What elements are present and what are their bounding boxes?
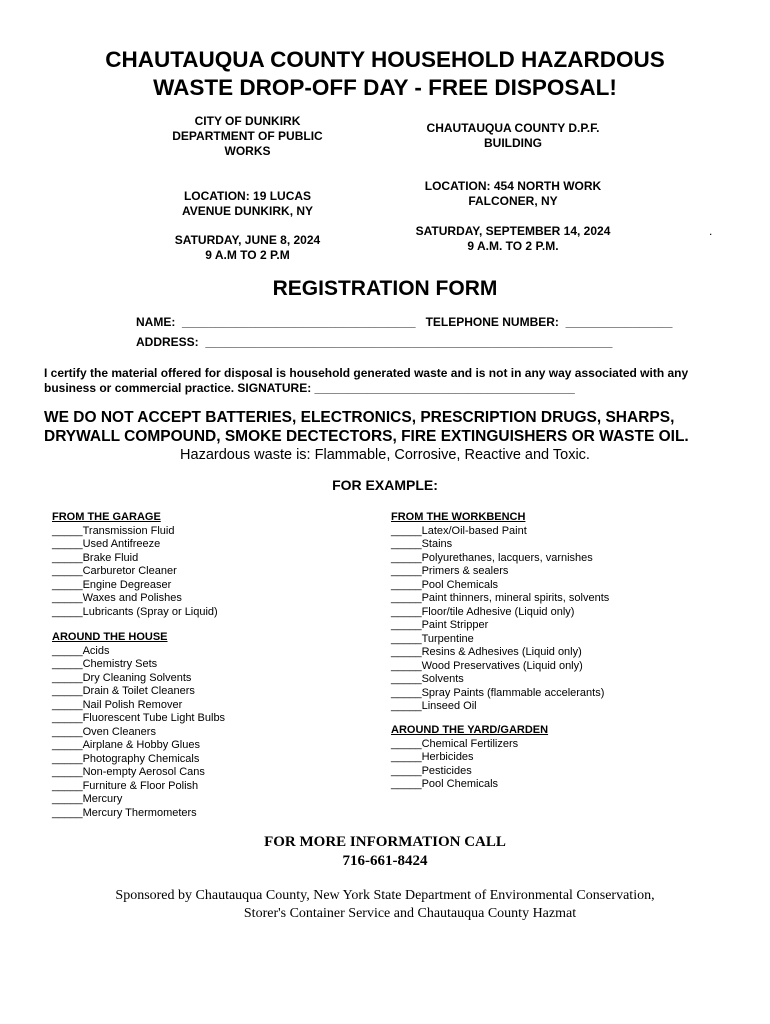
left-site-date-line: 9 A.M TO 2 P.M (205, 248, 290, 262)
left-site-name-line: WORKS (224, 144, 271, 158)
for-example-heading: FOR EXAMPLE: (332, 477, 438, 493)
checklist-item[interactable]: _____Used Antifreeze (52, 538, 161, 550)
checklist-item[interactable]: _____Photography Chemicals (52, 752, 200, 765)
workbench-list-header: FROM THE WORKBENCH (391, 511, 526, 523)
checklist-item[interactable]: _____Pool Chemicals (391, 578, 499, 591)
checklist-item[interactable]: _____Nail Polish Remover (52, 698, 183, 711)
checklist-item[interactable]: _____Oven Cleaners (52, 725, 156, 738)
house-list (52, 631, 225, 820)
right-site-name (398, 121, 628, 151)
checklist-item[interactable]: _____Pesticides (391, 764, 472, 777)
sponsor-line: Sponsored by Chautauqua County, New York State Department of Environmental Conservation, (115, 888, 655, 903)
page-title (0, 46, 770, 102)
checklist-item[interactable]: _____Transmission Fluid (52, 524, 175, 537)
address-field[interactable]: ADDRESS: _____________________________________________________________ (136, 335, 613, 349)
name-phone-field[interactable]: NAME: ___________________________________ TELEPHONE NUMBER: ________________ (136, 315, 673, 329)
garage-list (52, 511, 218, 619)
more-info-text: FOR MORE INFORMATION CALL (264, 834, 506, 850)
checklist-item[interactable]: _____Brake Fluid (52, 551, 139, 564)
checklist-item[interactable]: _____Lubricants (Spray or Liquid) (52, 605, 218, 618)
checklist-item[interactable]: _____Solvents (391, 673, 464, 685)
right-site-location-line: FALCONER, NY (468, 194, 558, 208)
left-site-location-line: LOCATION: 19 LUCAS (183, 189, 312, 203)
left-site-name-line: CITY OF DUNKIRK (194, 114, 301, 128)
title-line-1: CHAUTAUQUA COUNTY HOUSEHOLD HAZARDOUS (105, 47, 665, 72)
checklist-item[interactable]: _____Resins & Adhesives (Liquid only) (391, 646, 582, 658)
checklist-item[interactable]: _____Chemistry Sets (52, 658, 158, 670)
checklist-item[interactable]: _____Polyurethanes, lacquers, varnishes (391, 551, 593, 564)
checklist-item[interactable]: _____Primers & sealers (391, 565, 509, 577)
certification-statement (44, 366, 744, 396)
hazard-definition: Hazardous waste is: Flammable, Corrosive, Reactive and Toxic. (180, 447, 590, 463)
stray-dot: . (709, 224, 713, 238)
checklist-item[interactable]: _____Dry Cleaning Solvents (52, 671, 192, 684)
checklist-item[interactable]: _____Mercury Thermometers (52, 806, 197, 819)
checklist-item[interactable]: _____Pool Chemicals (391, 778, 499, 790)
garage-list-header: FROM THE GARAGE (52, 511, 161, 523)
checklist-item[interactable]: _____Floor/tile Adhesive (Liquid only) (391, 605, 575, 618)
title-line-2: WASTE DROP-OFF DAY - FREE DISPOSAL! (153, 75, 617, 100)
checklist-item[interactable]: _____Fluorescent Tube Light Bulbs (52, 712, 226, 724)
checklist-item[interactable]: _____Linseed Oil (391, 700, 477, 712)
checklist-item[interactable]: _____Furniture & Floor Polish (52, 779, 199, 792)
right-site-date (398, 224, 628, 254)
workbench-list (391, 511, 609, 714)
warning-line: WE DO NOT ACCEPT BATTERIES, ELECTRONICS, PRESCRIPTION DRUGS, SHARPS, (44, 409, 675, 426)
checklist-item[interactable]: _____Herbicides (391, 751, 474, 763)
checklist-item[interactable]: _____Carburetor Cleaner (52, 565, 177, 577)
yard-list (391, 724, 548, 792)
checklist-item[interactable]: _____Non-empty Aerosol Cans (52, 766, 205, 778)
left-site-date (150, 233, 345, 263)
checklist-item[interactable]: _____Drain & Toilet Cleaners (52, 685, 195, 697)
certify-line: I certify the material offered for disposal is household generated waste and is not in any way associated with any (44, 366, 689, 380)
checklist-item[interactable]: _____Waxes and Polishes (52, 592, 182, 604)
checklist-item[interactable]: _____Stains (391, 538, 453, 550)
signature-field[interactable]: business or commercial practice. SIGNATURE: _______________________________________ (44, 381, 575, 395)
checklist-item[interactable]: _____Spray Paints (flammable accelerants) (391, 686, 605, 699)
checklist-item[interactable]: _____Engine Degreaser (52, 578, 172, 591)
right-site-date-line: 9 A.M. TO 2 P.M. (467, 239, 559, 253)
sponsor-statement (0, 887, 770, 923)
yard-list-header: AROUND THE YARD/GARDEN (391, 724, 549, 736)
right-site-location (398, 179, 628, 209)
left-site-location (150, 189, 345, 219)
more-info (0, 833, 770, 871)
left-site-name (150, 114, 345, 159)
checklist-item[interactable]: _____Mercury (52, 793, 123, 805)
right-site-name-line: CHAUTAUQUA COUNTY D.P.F. (426, 121, 600, 135)
checklist-item[interactable]: _____Acids (52, 644, 110, 657)
left-site-location-line: AVENUE DUNKIRK, NY (181, 204, 314, 218)
checklist-item[interactable]: _____Airplane & Hobby Glues (52, 739, 200, 751)
warning-line: DRYWALL COMPOUND, SMOKE DECTECTORS, FIRE EXTINGUISHERS OR WASTE OIL. (44, 428, 689, 445)
checklist-item[interactable]: _____Latex/Oil-based Paint (391, 524, 527, 537)
checklist-item[interactable]: _____Wood Preservatives (Liquid only) (391, 659, 583, 672)
not-accepted-warning (44, 408, 744, 446)
right-site-location-line: LOCATION: 454 NORTH WORK (424, 179, 602, 193)
checklist-item[interactable]: _____Chemical Fertilizers (391, 737, 519, 750)
house-list-header: AROUND THE HOUSE (52, 631, 168, 643)
registration-form-title: REGISTRATION FORM (272, 277, 498, 300)
left-site-date-line: SATURDAY, JUNE 8, 2024 (174, 233, 321, 247)
right-site-date-line: SATURDAY, SEPTEMBER 14, 2024 (415, 224, 611, 238)
checklist-item[interactable]: _____Turpentine (391, 632, 474, 645)
checklist-item[interactable]: _____Paint Stripper (391, 619, 489, 631)
checklist-item[interactable]: _____Paint thinners, mineral spirits, solvents (391, 592, 610, 604)
sponsor-line: Storer's Container Service and Chautauqua County Hazmat (243, 906, 577, 921)
phone-number: 716-661-8424 (342, 853, 428, 869)
left-site-name-line: DEPARTMENT OF PUBLIC (172, 129, 323, 143)
right-site-name-line: BUILDING (484, 136, 542, 150)
